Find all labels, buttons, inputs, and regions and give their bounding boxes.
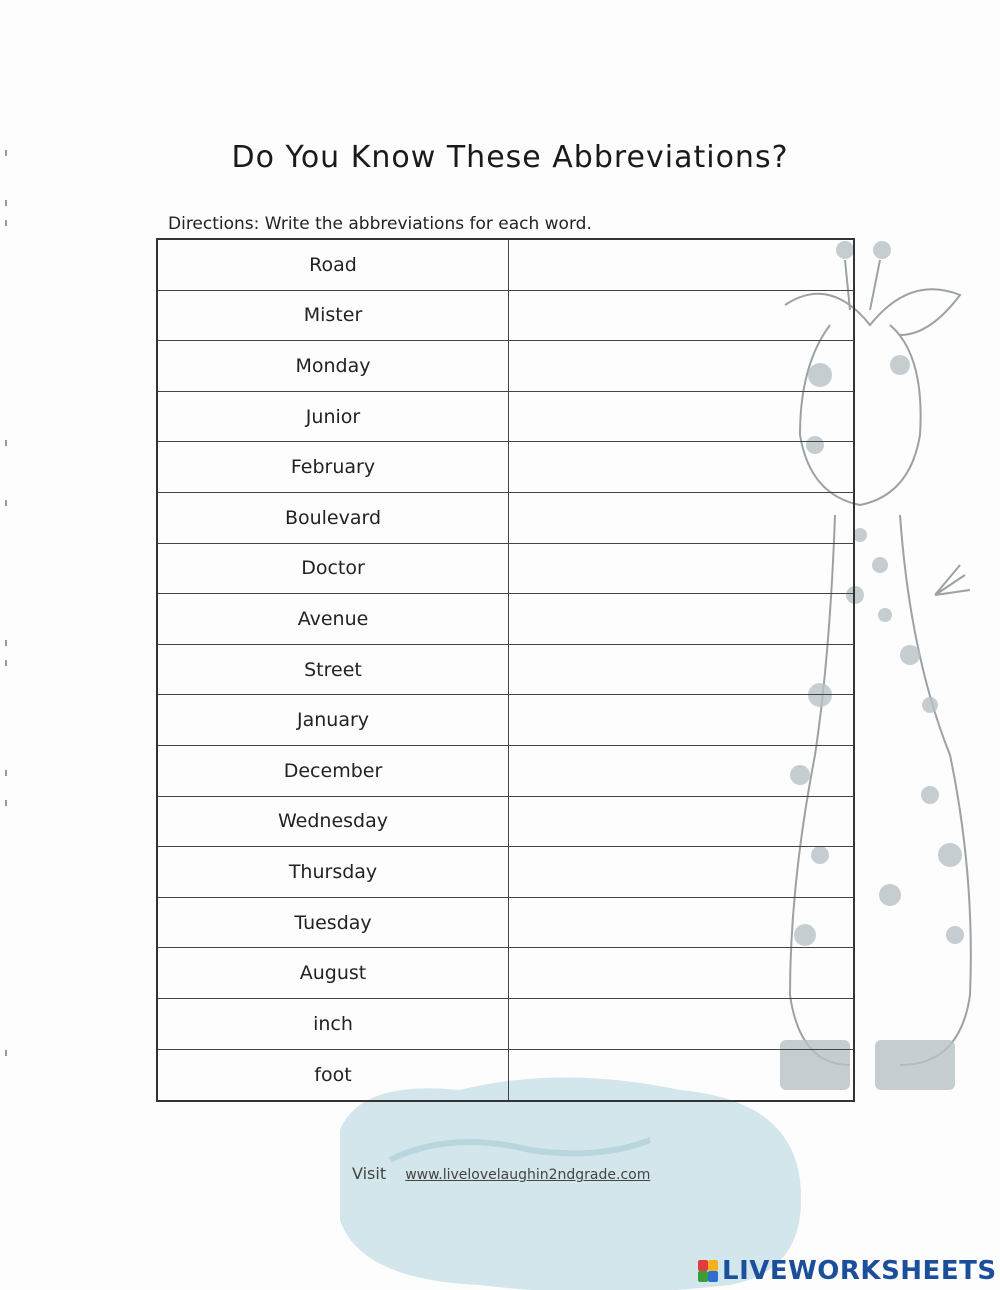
answer-cell <box>509 392 853 442</box>
word-cell: Thursday <box>158 847 509 897</box>
answer-cell <box>509 645 853 695</box>
word-cell: February <box>158 442 509 492</box>
abbreviation-input[interactable] <box>509 1049 853 1102</box>
table-row <box>158 797 853 848</box>
answer-cell <box>509 797 853 847</box>
answer-cell <box>509 1050 853 1101</box>
answer-cell <box>509 999 853 1049</box>
table-row <box>158 291 853 342</box>
word-cell: Tuesday <box>158 898 509 948</box>
answer-cell <box>509 948 853 998</box>
word-cell: December <box>158 746 509 796</box>
table-row <box>158 645 853 696</box>
abbreviation-input[interactable] <box>509 543 853 595</box>
table-row <box>158 746 853 797</box>
liveworksheets-brand[interactable] <box>698 1256 997 1286</box>
abbreviation-input[interactable] <box>509 340 853 392</box>
table-row <box>158 442 853 493</box>
word-cell: Avenue <box>158 594 509 644</box>
answer-cell <box>509 544 853 594</box>
word-cell: Street <box>158 645 509 695</box>
table-row <box>158 392 853 443</box>
website-link[interactable]: www.livelovelaughin2ndgrade.com <box>405 1167 651 1183</box>
table-row <box>158 898 853 949</box>
brand-name: LIVEWORKSHEETS <box>722 1256 997 1286</box>
abbreviation-input[interactable] <box>509 745 853 797</box>
word-cell: Wednesday <box>158 797 509 847</box>
word-cell: inch <box>158 999 509 1049</box>
answer-cell <box>509 442 853 492</box>
abbreviation-input[interactable] <box>509 998 853 1050</box>
directions-text: Directions: Write the abbreviations for each word. <box>168 214 592 234</box>
answer-cell <box>509 898 853 948</box>
table-row <box>158 948 853 999</box>
footer-visit <box>352 1164 650 1183</box>
word-cell: foot <box>158 1050 509 1101</box>
word-cell: Monday <box>158 341 509 391</box>
table-row <box>158 594 853 645</box>
table-row <box>158 1050 853 1101</box>
answer-cell <box>509 291 853 341</box>
answer-cell <box>509 746 853 796</box>
answer-cell <box>509 240 853 290</box>
abbreviation-input[interactable] <box>509 796 853 848</box>
table-row <box>158 240 853 291</box>
word-cell: Road <box>158 240 509 290</box>
abbreviation-input[interactable] <box>509 846 853 898</box>
abbreviation-input[interactable] <box>509 947 853 999</box>
word-cell: Doctor <box>158 544 509 594</box>
answer-cell <box>509 695 853 745</box>
abbreviation-input[interactable] <box>509 239 853 291</box>
answer-cell <box>509 847 853 897</box>
abbreviation-input[interactable] <box>509 644 853 696</box>
margin-marks <box>4 150 8 1100</box>
table-row <box>158 544 853 595</box>
abbreviation-input[interactable] <box>509 897 853 949</box>
table-row <box>158 493 853 544</box>
abbreviation-table <box>156 238 855 1102</box>
visit-label: Visit <box>352 1164 387 1183</box>
table-row <box>158 847 853 898</box>
abbreviation-input[interactable] <box>509 391 853 443</box>
word-cell: August <box>158 948 509 998</box>
abbreviation-input[interactable] <box>509 441 853 493</box>
page-title: Do You Know These Abbreviations? <box>231 140 789 175</box>
word-cell: January <box>158 695 509 745</box>
answer-cell <box>509 341 853 391</box>
table-row <box>158 695 853 746</box>
word-cell: Junior <box>158 392 509 442</box>
abbreviation-input[interactable] <box>509 593 853 645</box>
answer-cell <box>509 594 853 644</box>
table-row <box>158 999 853 1050</box>
liveworksheets-logo-icon <box>698 1260 718 1282</box>
abbreviation-input[interactable] <box>509 694 853 746</box>
answer-cell <box>509 493 853 543</box>
abbreviation-input[interactable] <box>509 492 853 544</box>
table-row <box>158 341 853 392</box>
abbreviation-input[interactable] <box>509 290 853 342</box>
word-cell: Mister <box>158 291 509 341</box>
word-cell: Boulevard <box>158 493 509 543</box>
